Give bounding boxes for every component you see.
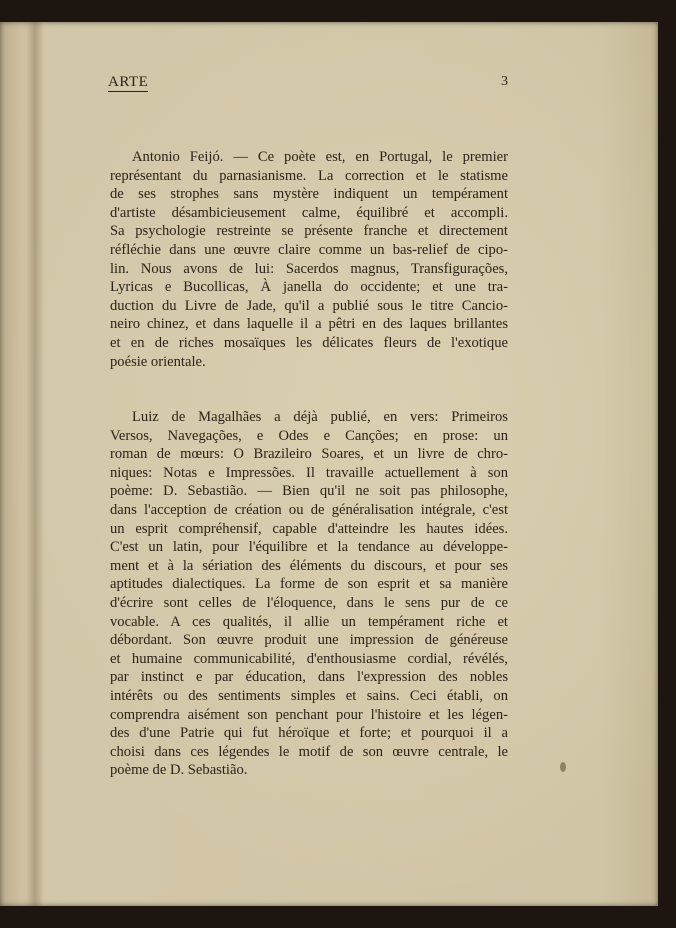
page-gutter — [26, 22, 44, 906]
text-line: niques: Notas e Impressões. Il travaille actuellement à son — [110, 464, 508, 481]
text-line: choisi dans ces légendes le motif de son œuvre centrale, le — [110, 743, 508, 760]
text-line: poème de D. Sebastião. — [110, 762, 248, 779]
text-line: d'artiste désambicieusement calme, équilibré et accompli. — [110, 204, 508, 221]
text-line: et en de riches mosaïques les délicates fleurs de l'exotique — [110, 334, 508, 351]
text-line: un esprit compréhensif, capable d'atteindre les hautes idées. — [110, 520, 508, 537]
text-line: aptitudes dialectiques. La forme de son esprit et sa manière — [110, 576, 508, 593]
text-line: représentant du parnasianisme. La correction et le statisme — [110, 167, 508, 184]
text-line: comprendra aisément son penchant pour l'histoire et les légen- — [110, 706, 508, 723]
text-line: Versos, Navegações, e Odes e Canções; en prose: un — [110, 427, 508, 444]
text-line: duction du Livre de Jade, qu'il a publié sous le titre Cancio- — [110, 297, 508, 314]
text-line: de ses strophes sans mystère indiquent un tempérament — [110, 186, 508, 203]
running-title: ARTE — [108, 74, 149, 90]
text-line: intérêts ou des sentiments simples et sains. Ceci établi, on — [110, 687, 508, 704]
text-line: poésie orientale. — [110, 353, 206, 370]
text-line: Sa psychologie restreinte se présente franche et directement — [110, 223, 508, 240]
text-line: ment et à la sériation des éléments du discours, et pour ses — [110, 557, 508, 574]
text-line: dans l'acception de création ou de généralisation intégrale, c'est — [110, 501, 508, 518]
text-line: Antonio Feijó. — Ce poète est, en Portugal, le premier — [132, 149, 508, 165]
text-line: Lyricas e Bucollicas, À janella do occidente; et une tra- — [110, 279, 508, 296]
text-line: lin. Nous avons de lui: Sacerdos magnus, Transfigurações, — [110, 260, 508, 277]
page-number: 3 — [501, 74, 508, 89]
text-line: C'est un latin, pour l'équilibre et la tendance au développe- — [110, 539, 508, 556]
text-line: des d'une Patrie qui fut héroïque et forte; et pourquoi il a — [110, 725, 508, 742]
text-line: par instinct e par éducation, dans l'expression des nobles — [110, 669, 508, 686]
paragraph-antonio-feijo — [110, 148, 508, 371]
text-line: roman de mœurs: O Brazileiro Soares, et un livre de chro- — [110, 446, 508, 463]
ink-spot — [560, 762, 566, 772]
text-line: et humaine communicabilité, d'enthousiasme cordial, révélés, — [110, 650, 508, 667]
text-line: réfléchie dans une œuvre claire comme un bas-relief de cipo- — [110, 241, 508, 258]
text-line: d'écrire sont celles de l'éloquence, dans le sens pur de ce — [110, 594, 508, 611]
text-line: vocable. A ces qualités, il allie un tempérament riche et — [110, 613, 508, 630]
text-line: poème: D. Sebastião. — Bien qu'il ne soit pas philosophe, — [110, 483, 508, 500]
running-head — [108, 74, 508, 94]
paragraph-luiz-de-magalhaes — [110, 408, 508, 780]
text-line: Luiz de Magalhães a déjà publié, en vers: Primeiros — [132, 409, 508, 425]
text-line: débordant. Son œuvre produit une impression de généreuse — [110, 632, 508, 649]
text-line: neiro chinez, et dans laquelle il a pêtri en des laques brillantes — [110, 316, 508, 333]
